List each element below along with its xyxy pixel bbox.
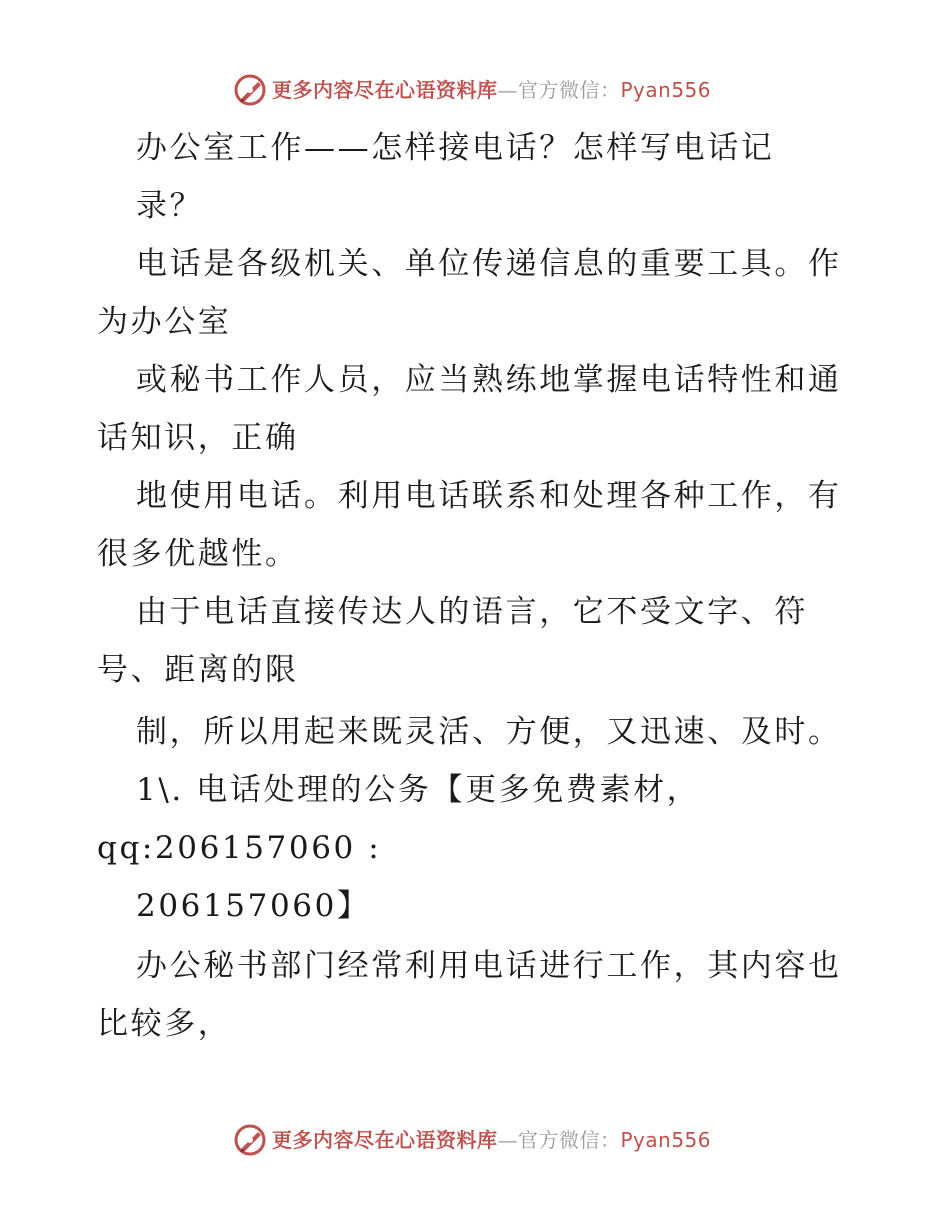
paragraph-line: 为办公室 — [97, 304, 232, 340]
paragraph-line: 号、距离的限 — [97, 652, 299, 688]
paragraph-line: 206157060】 — [136, 888, 371, 924]
paragraph-line: qq:206157060 : — [97, 830, 382, 866]
paragraph-line: 话知识，正确 — [97, 420, 299, 456]
paragraph-line: 电话是各级机关、单位传递信息的重要工具。作 — [136, 246, 842, 282]
banner-main-text: 更多内容尽在心语资料库 — [272, 1128, 498, 1152]
footer-banner — [0, 1120, 950, 1160]
banner-separator: — — [497, 78, 518, 102]
paragraph-line: 制，所以用起来既灵活、方便，又迅速、及时。 — [136, 714, 842, 750]
paragraph-line: 地使用电话。利用电话联系和处理各种工作，有 — [136, 478, 842, 514]
section-heading-line: 1\. 电话处理的公务【更多免费素材， — [136, 772, 701, 808]
pen-logo-icon — [232, 1122, 268, 1158]
banner-separator: — — [497, 1128, 518, 1152]
banner-wechat-id: Pyan556 — [620, 1128, 712, 1152]
paragraph-line: 办公秘书部门经常利用电话进行工作，其内容也 — [136, 948, 842, 984]
banner-main-text: 更多内容尽在心语资料库 — [272, 78, 498, 102]
banner-text — [272, 1126, 711, 1154]
paragraph-line: 由于电话直接传达人的语言，它不受文字、符 — [136, 594, 808, 630]
banner-wechat-label: 官方微信： — [518, 1128, 621, 1152]
document-title-line-2: 录？ — [136, 188, 204, 224]
paragraph-line: 或秘书工作人员，应当熟练地掌握电话特性和通 — [136, 362, 842, 398]
pen-logo-icon — [232, 72, 268, 108]
paragraph-line: 比较多， — [97, 1006, 232, 1042]
banner-text — [272, 76, 711, 104]
banner-wechat-label: 官方微信： — [518, 78, 621, 102]
document-title-line-1: 办公室工作——怎样接电话？怎样写电话记 — [136, 130, 775, 166]
header-banner — [0, 70, 950, 110]
paragraph-line: 很多优越性。 — [97, 536, 299, 572]
banner-wechat-id: Pyan556 — [620, 78, 712, 102]
